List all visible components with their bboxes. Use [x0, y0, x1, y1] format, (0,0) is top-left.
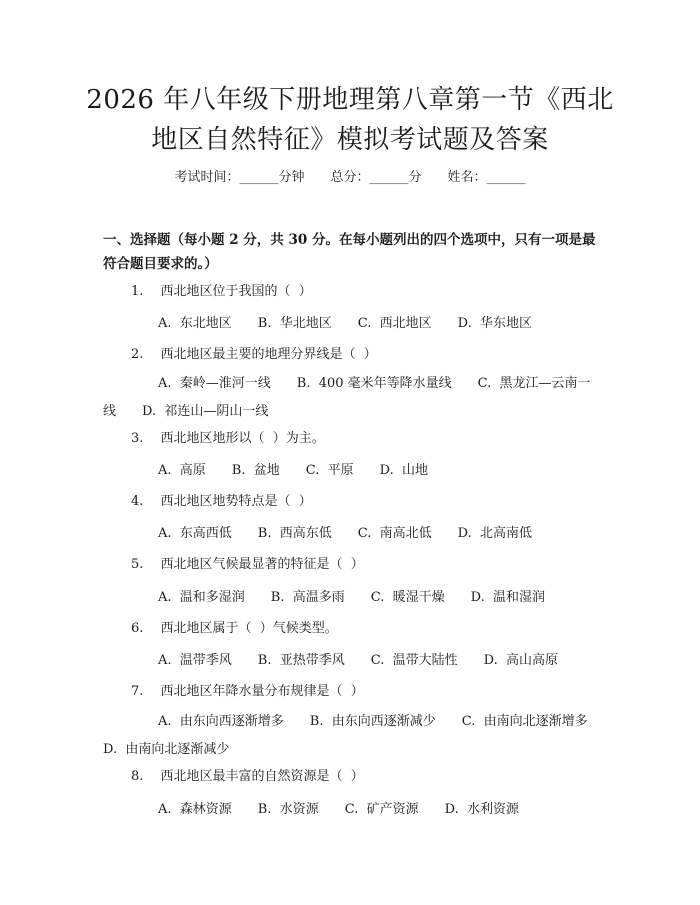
page-title	[70, 80, 630, 160]
title-line-2: 地区自然特征》模拟考试题及答案	[151, 125, 549, 155]
section-heading: 一、选择题（每小题 2 分，共 30 分。在每小题列出的四个选项中，只有一项是最符合题目要求的。）	[103, 232, 596, 272]
question-8-options: A. 森林资源 B. 水资源 C. 矿产资源 D. 水利资源	[158, 802, 519, 817]
question-6-options: A. 温带季风 B. 亚热带季风 C. 温带大陆性 D. 高山高原	[158, 653, 558, 668]
question-2-stem: 2. 西北地区最主要的地理分界线是（ ）	[131, 347, 377, 362]
question-5-options: A. 温和多湿润 B. 高温多雨 C. 暖湿干燥 D. 温和湿润	[158, 590, 545, 605]
exam-info-line: 考试时间：______分钟 总分：______分 姓名：______	[174, 170, 526, 185]
question-1-stem: 1. 西北地区位于我国的（ ）	[131, 284, 312, 299]
question-4-options: A. 东高西低 B. 西高东低 C. 南高北低 D. 北高南低	[158, 526, 532, 541]
question-5-stem: 5. 西北地区气候最显著的特征是（ ）	[131, 557, 364, 572]
question-3-options: A. 高原 B. 盆地 C. 平原 D. 山地	[158, 463, 428, 478]
question-8-stem: 8. 西北地区最丰富的自然资源是（ ）	[131, 769, 364, 784]
question-6-stem: 6. 西北地区属于（ ）气候类型。	[131, 621, 338, 636]
question-2-options: A. 秦岭—淮河一线 B. 400 毫米年等降水量线 C. 黑龙江—云南一线 D. 祁连山—阴山一线	[103, 376, 591, 419]
question-3-stem: 3. 西北地区地形以（ ）为主。	[131, 431, 325, 446]
question-7-options: A. 由东向西逐渐增多 B. 由东向西逐渐减少 C. 由南向北逐渐增多 D. 由南向北逐渐减少	[103, 714, 614, 757]
question-1-options: A. 东北地区 B. 华北地区 C. 西北地区 D. 华东地区	[158, 316, 532, 331]
question-7-stem: 7. 西北地区年降水量分布规律是（ ）	[131, 684, 364, 699]
title-line-1: 2026 年八年级下册地理第八章第一节《西北	[86, 85, 614, 115]
question-4-stem: 4. 西北地区地势特点是（ ）	[131, 494, 312, 509]
